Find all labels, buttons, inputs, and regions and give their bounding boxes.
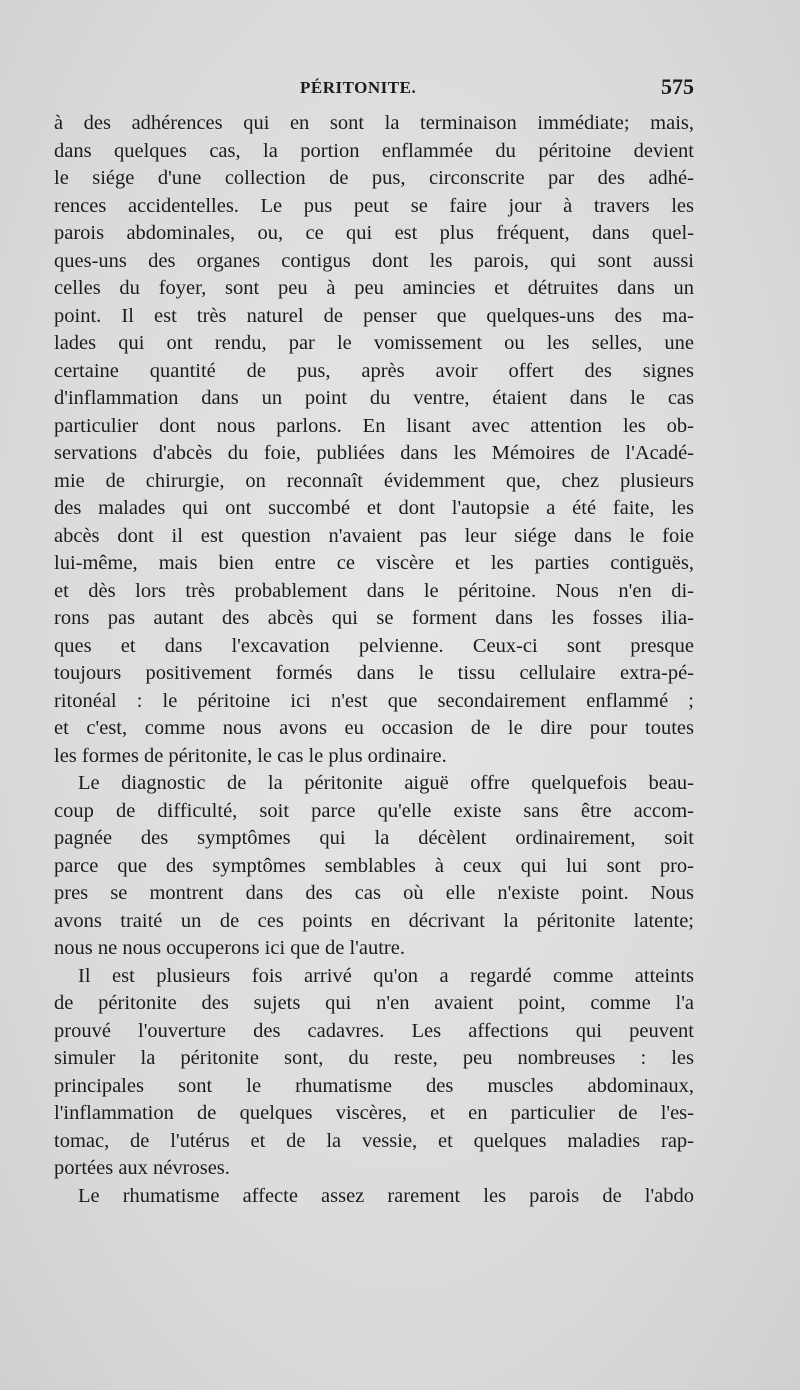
body-text <box>54 110 694 1210</box>
text-line: prouvé l'ouverture des cadavres. Les affections qui peuvent <box>54 1019 694 1042</box>
text-line: les formes de péritonite, le cas le plus ordinaire. <box>54 744 447 767</box>
text-line: et c'est, comme nous avons eu occasion de le dire pour toutes <box>54 717 694 739</box>
text-line: simuler la péritonite sont, du reste, peu nombreuses : les <box>54 1047 694 1069</box>
text-line: abcès dont il est question n'avaient pas leur siége dans le foie <box>54 524 694 547</box>
text-line: coup de difficulté, soit parce qu'elle existe sans être accom- <box>54 799 694 822</box>
text-line: Le diagnostic de la péritonite aiguë offre quelquefois beau- <box>78 772 694 794</box>
text-line: servations d'abcès du foie, publiées dans les Mémoires de l'Acadé- <box>54 442 694 464</box>
text-line: principales sont le rhumatisme des muscles abdominaux, <box>54 1074 694 1097</box>
text-line: Il est plusieurs fois arrivé qu'on a regardé comme atteints <box>78 964 694 987</box>
text-line: nous ne nous occuperons ici que de l'autre. <box>54 937 405 959</box>
running-title: PÉRITONITE. <box>300 78 417 97</box>
text-line: pres se montrent dans des cas où elle n'existe point. Nous <box>54 882 694 904</box>
text-line: parce que des symptômes semblables à ceux qui lui sont pro- <box>54 854 694 877</box>
text-line: lui-même, mais bien entre ce viscère et les parties contiguës, <box>54 552 694 574</box>
text-line: ritonéal : le péritoine ici n'est que secondairement enflammé ; <box>54 689 694 712</box>
text-line: de péritonite des sujets qui n'en avaient point, comme l'a <box>54 992 694 1014</box>
text-line: parois abdominales, ou, ce qui est plus fréquent, dans quel- <box>54 222 694 244</box>
text-line: toujours positivement formés dans le tissu cellulaire extra-pé- <box>54 662 694 684</box>
text-line: celles du foyer, sont peu à peu amincies et détruites dans un <box>54 277 694 299</box>
text-line: dans quelques cas, la portion enflammée du péritoine devient <box>54 139 694 162</box>
text-line: tomac, de l'utérus et de la vessie, et quelques maladies rap- <box>54 1129 694 1152</box>
text-line: mie de chirurgie, on reconnaît évidemment que, chez plusieurs <box>54 469 694 492</box>
text-line: ques et dans l'excavation pelvienne. Ceux-ci sont presque <box>54 634 694 657</box>
text-line: Le rhumatisme affecte assez rarement les parois de l'abdo <box>78 1184 694 1207</box>
text-line: à des adhérences qui en sont la terminaison immédiate; mais, <box>54 112 694 134</box>
text-line: portées aux névroses. <box>54 1157 230 1179</box>
text-line: et dès lors très probablement dans le péritoine. Nous n'en di- <box>54 579 694 602</box>
text-line: des malades qui ont succombé et dont l'autopsie a été faite, les <box>54 497 694 519</box>
text-line: l'inflammation de quelques viscères, et en particulier de l'es- <box>54 1102 694 1124</box>
text-line: point. Il est très naturel de penser que quelques-uns des ma- <box>54 304 694 327</box>
text-line: lades qui ont rendu, par le vomissement ou les selles, une <box>54 332 694 354</box>
text-line: certaine quantité de pus, après avoir offert des signes <box>54 359 694 382</box>
text-line: rences accidentelles. Le pus peut se faire jour à travers les <box>54 194 694 217</box>
text-line: d'inflammation dans un point du ventre, étaient dans le cas <box>54 387 694 409</box>
page-number: 575 <box>661 74 694 99</box>
text-line: rons pas autant des abcès qui se forment dans les fosses ilia- <box>54 607 694 629</box>
text-line: pagnée des symptômes qui la décèlent ordinairement, soit <box>54 827 694 849</box>
text-line: le siége d'une collection de pus, circonscrite par des adhé- <box>54 167 694 189</box>
text-line: avons traité un de ces points en décrivant la péritonite latente; <box>54 909 694 932</box>
text-line: particulier dont nous parlons. En lisant avec attention les ob- <box>54 414 694 437</box>
page-header <box>54 74 694 106</box>
text-line: ques-uns des organes contigus dont les parois, qui sont aussi <box>54 249 694 272</box>
